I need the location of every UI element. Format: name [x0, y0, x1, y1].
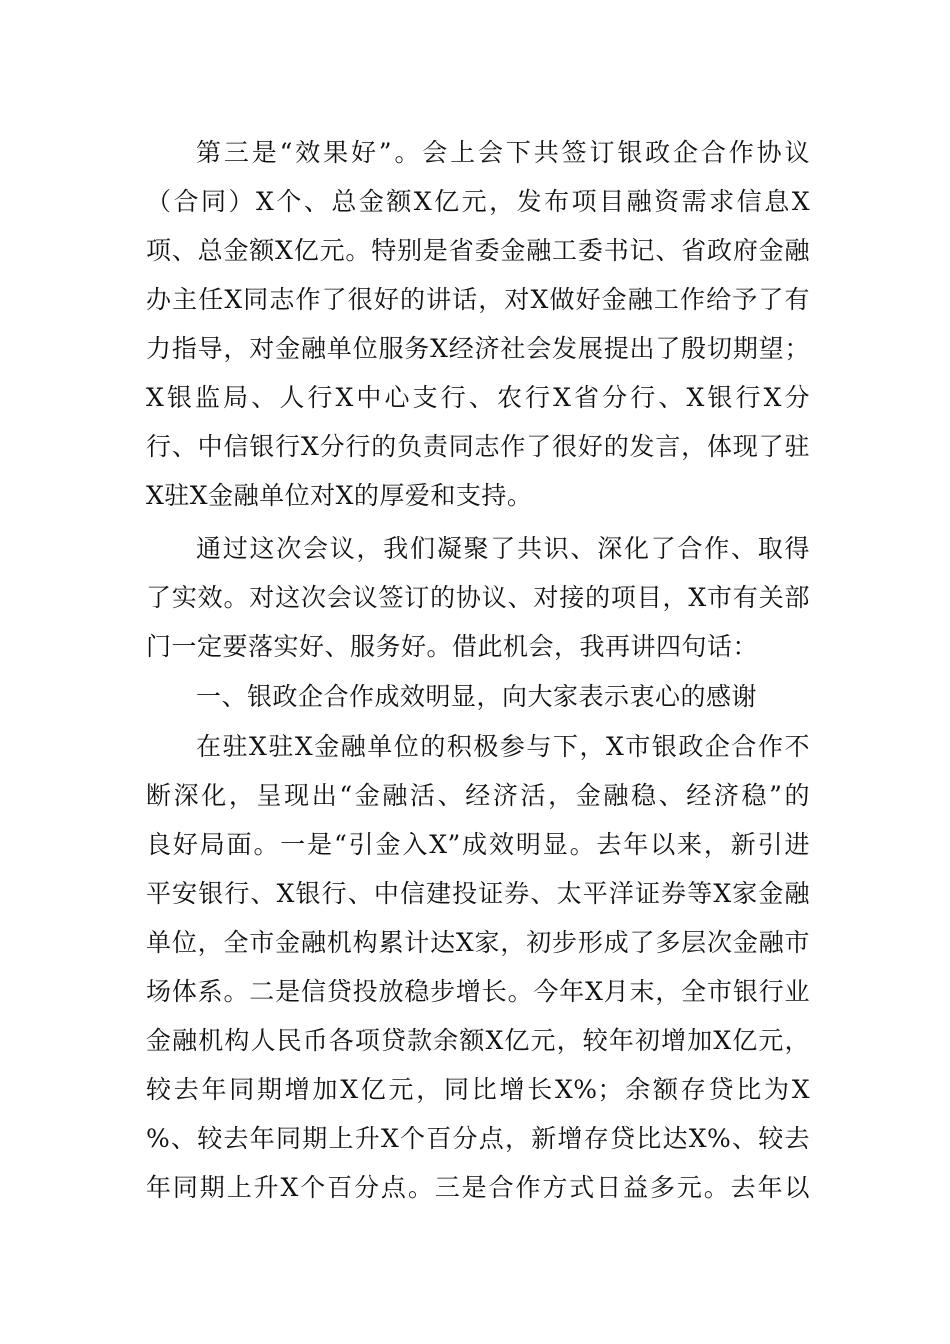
text-line: X银监局、人行X中心支行、农行X省分行、X银行X分 — [146, 383, 810, 412]
text-line: （合同）X个、总金额X亿元，发布项目融资需求信息X — [146, 187, 810, 216]
text-line: 行、中信银行X分行的负责同志作了很好的发言，体现了驻 — [146, 432, 810, 461]
section-heading: 一、银政企合作成效明显，向大家表示衷心的感谢 — [196, 682, 758, 711]
text-line: 项、总金额X亿元。特别是省委金融工委书记、省政府金融 — [146, 236, 810, 265]
text-line: 较去年同期增加X亿元，同比增长X%；余额存贷比为X — [146, 1075, 810, 1104]
text-line: 平安银行、X银行、中信建投证券、太平洋证券等X家金融 — [146, 879, 810, 908]
text-line: 在驻X驻X金融单位的积极参与下，X市银政企合作不 — [196, 732, 810, 761]
text-line: 通过这次会议，我们凝聚了共识、深化了合作、取得 — [196, 534, 810, 563]
text-line: 年同期上升X个百分点。三是合作方式日益多元。去年以 — [146, 1173, 810, 1202]
text-line: 了实效。对这次会议签订的协议、对接的项目，X市有关部 — [146, 583, 810, 612]
text-line: 门一定要落实好、服务好。借此机会，我再讲四句话： — [146, 632, 759, 661]
text-line: X驻X金融单位对X的厚爱和支持。 — [146, 481, 533, 510]
text-line: 力指导，对金融单位服务X经济社会发展提出了殷切期望； — [146, 334, 810, 363]
text-line: %、较去年同期上升X个百分点，新增存贷比达X%、较去 — [146, 1124, 810, 1153]
text-line: 断深化，呈现出“金融活、经济活，金融稳、经济稳”的 — [146, 781, 810, 810]
text-line: 办主任X同志作了很好的讲话，对X做好金融工作给予了有 — [146, 285, 810, 314]
text-line: 金融机构人民币各项贷款余额X亿元，较年初增加X亿元， — [146, 1026, 810, 1055]
text-line: 单位，全市金融机构累计达X家，初步形成了多层次金融市 — [146, 928, 810, 957]
text-line: 良好局面。一是“引金入X”成效明显。去年以来，新引进 — [146, 830, 810, 859]
text-line: 场体系。二是信贷投放稳步增长。今年X月末，全市银行业 — [146, 977, 810, 1006]
text-line: 第三是“效果好”。会上会下共签订银政企合作协议 — [196, 138, 810, 167]
